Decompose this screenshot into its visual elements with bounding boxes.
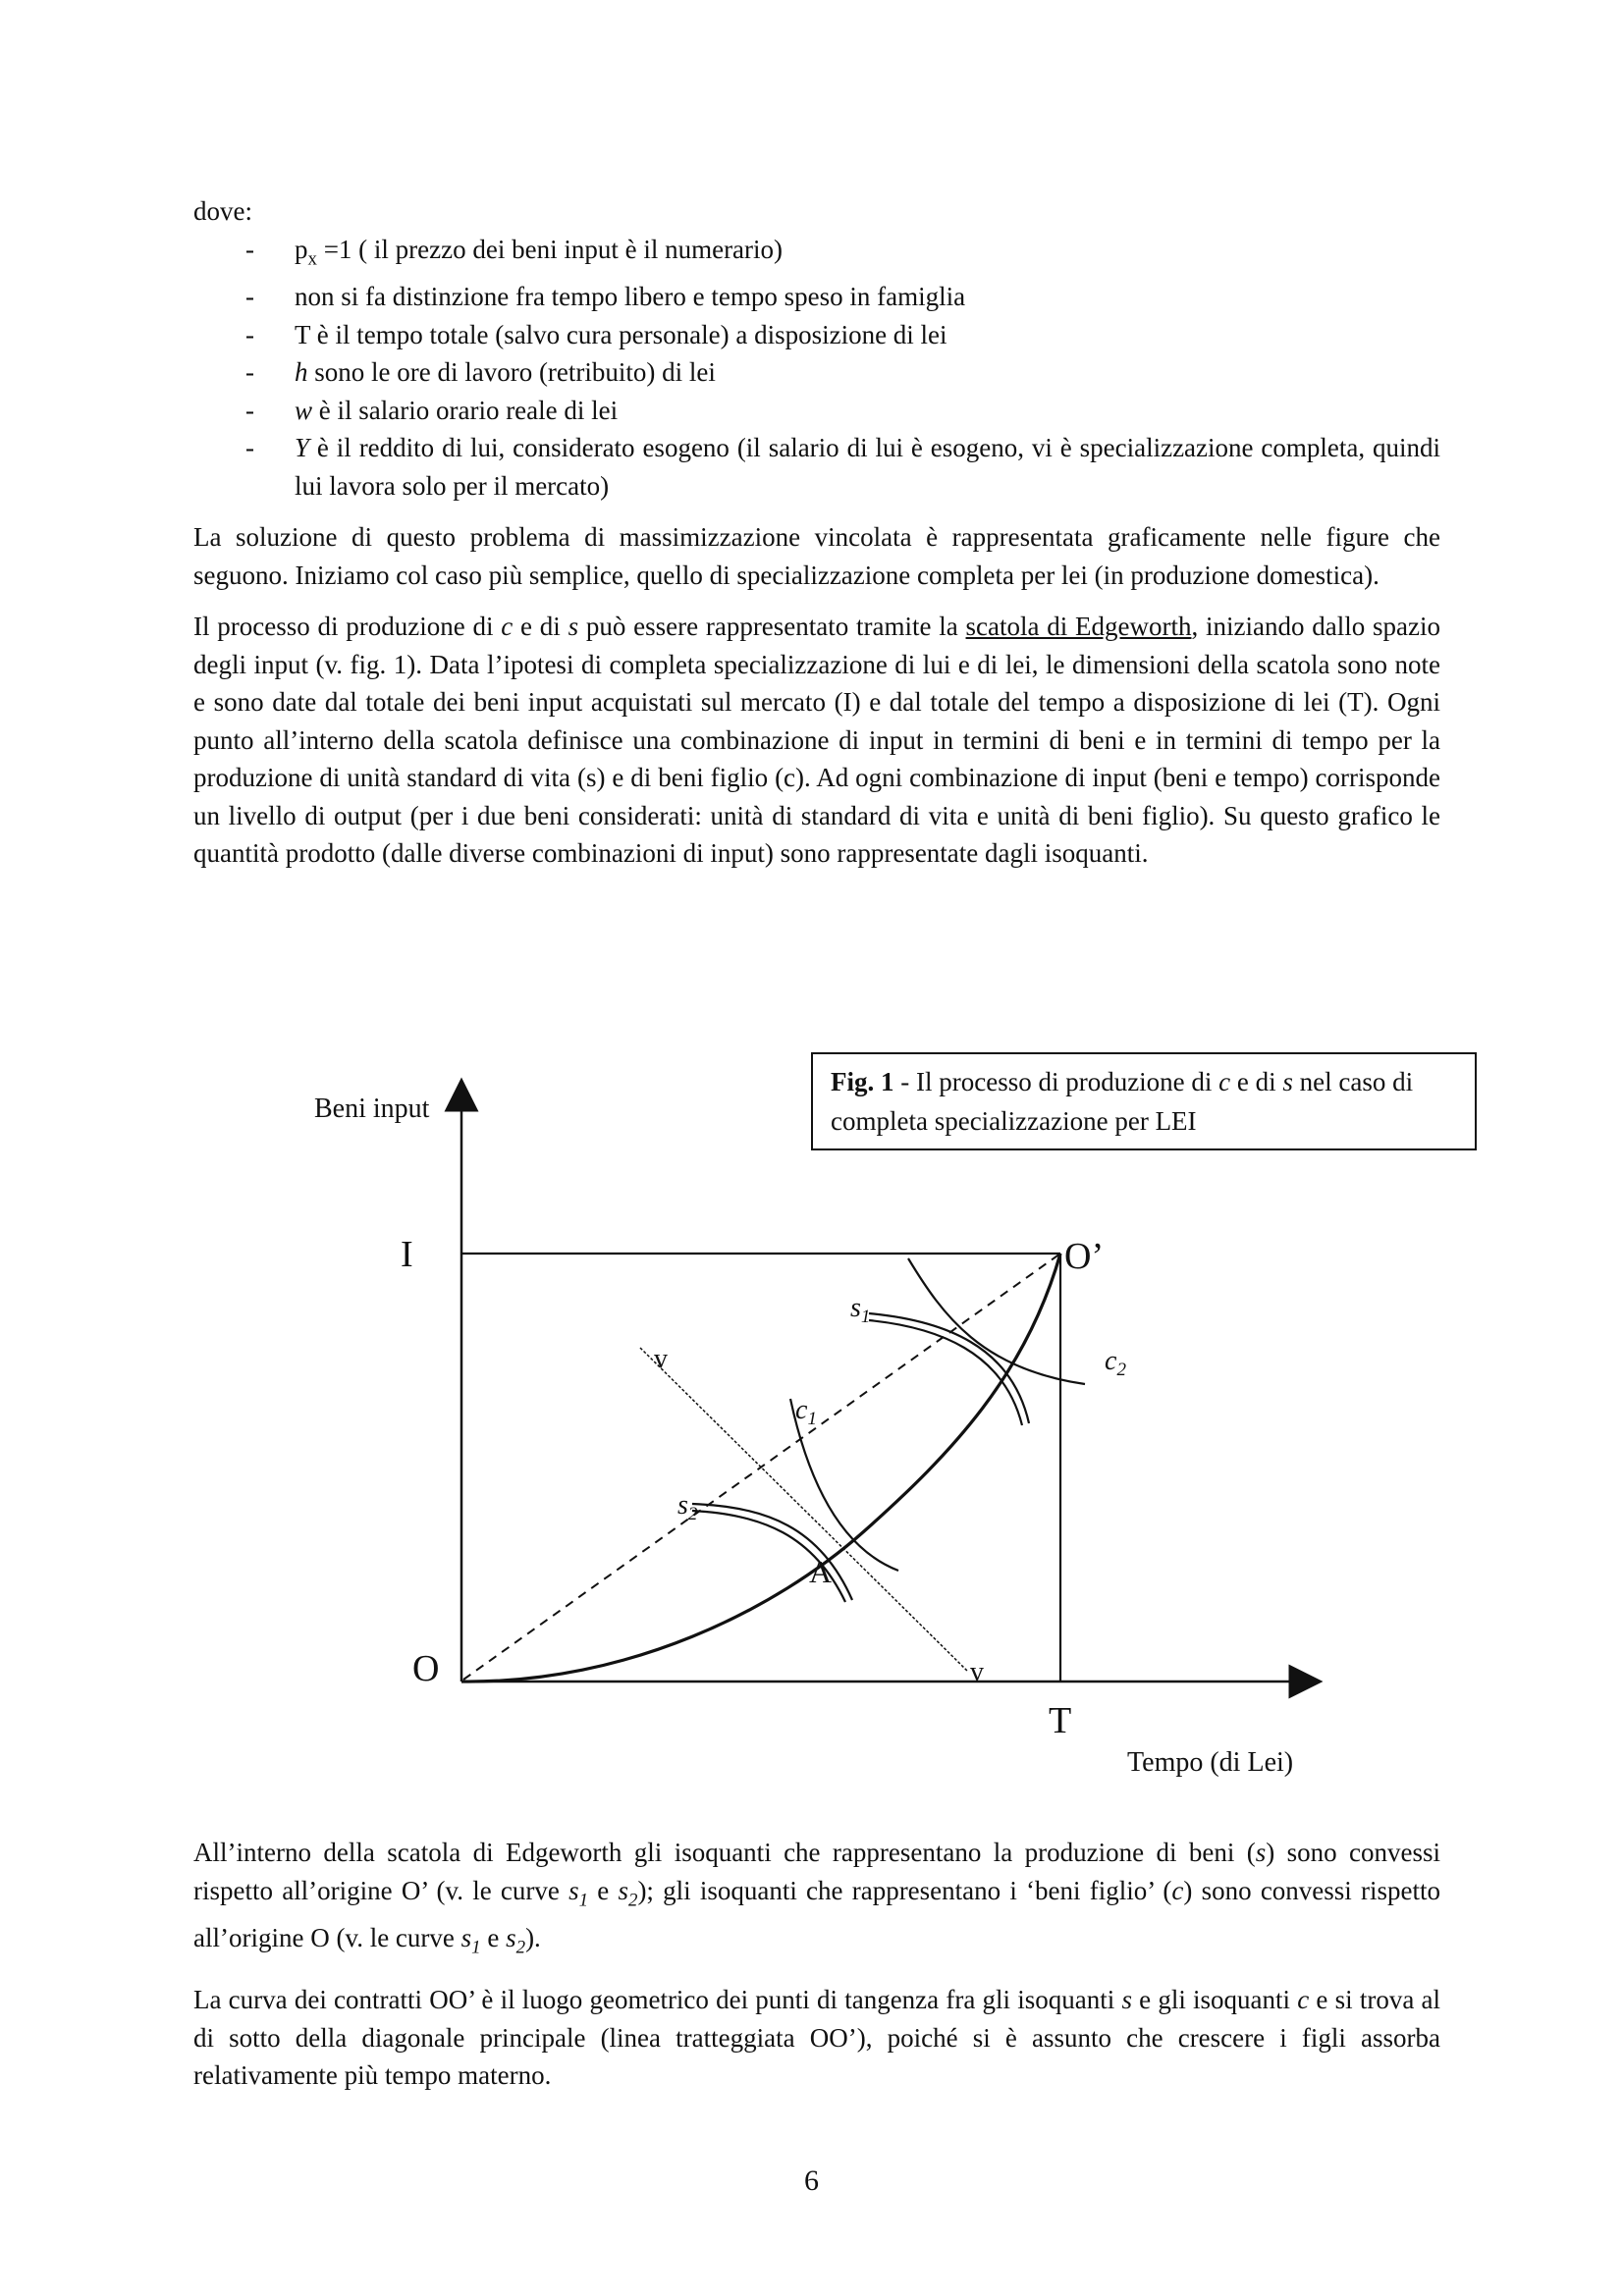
text-run: e di — [513, 612, 568, 642]
text-run: s — [460, 1923, 472, 1953]
text-run: 1 — [471, 1937, 481, 1958]
list-dash: - — [245, 234, 254, 264]
text-run: - Il processo di produzione di — [893, 1067, 1219, 1096]
text-run: s — [1121, 1985, 1132, 2015]
text-run: T è il tempo totale (salvo cura personale) a disposizione di lei — [295, 319, 947, 349]
text-run: Y — [295, 433, 310, 463]
text-run: e di — [1230, 1067, 1283, 1096]
list-dash: - — [245, 282, 254, 312]
text-run: 2 — [627, 1889, 638, 1910]
text-run: 2 — [515, 1937, 526, 1958]
text-run: e — [480, 1923, 507, 1953]
text-run: 1 — [578, 1889, 589, 1910]
text-run: scatola di Edgeworth — [965, 612, 1192, 642]
list-dash: - — [245, 433, 254, 463]
isoquant-c2 — [908, 1258, 1085, 1384]
label-s1: $s_1$ — [850, 1293, 871, 1327]
intro-lead: dove: — [193, 196, 252, 226]
text-run: e si trova al di sotto della diagonale principale (linea tratteggiata OO’), poiché si è assunto che crescere i figli assorba relativamente più tempo materno. — [193, 1985, 1440, 2091]
text-run: Il processo di produzione di — [193, 612, 502, 642]
label-O-prime: O’ — [1064, 1236, 1105, 1277]
x-axis-label: Tempo (di Lei) — [1127, 1747, 1294, 1778]
text-run: c — [1218, 1067, 1231, 1096]
label-v-bottom: v — [970, 1657, 984, 1687]
text-run: , iniziando dallo spazio degli input (v. fig. 1). Data l’ipotesi di completa specializzazione di lui e di lei, le dimensioni della scatola sono note e sono date dal totale dei beni input acquistati sul mercato (I) e dal totale del tempo a disposizione di lei (T). Ogni punto all’interno della scatola definisce una combinazione di input in termini di beni e in termini di tempo per la produzione di unità standard di vita (s) e di beni figlio (c). Ad ogni combinazione di input (beni e tempo) corrisponde un livello di output (per i due beni considerati: unità di standard di vita e unità di beni figlio). Su questo grafico le quantità prodotto (dalle diverse combinazioni di input) sono rappresentate dagli isoquanti. — [193, 612, 1440, 869]
label-T: T — [1049, 1700, 1072, 1741]
list-dash: - — [245, 357, 254, 388]
label-c1: $c_1$ — [795, 1395, 817, 1429]
y-axis-label: Beni input — [314, 1094, 430, 1124]
text-run: s — [506, 1923, 516, 1953]
text-run: nel caso di completa specializzazione per LEI — [831, 1067, 1414, 1136]
text-run: ); gli isoquanti che rappresentano i ‘beni figlio’ ( — [637, 1875, 1172, 1905]
text-run: p — [295, 234, 308, 264]
text-run: s — [568, 1875, 579, 1905]
text-run: s — [568, 612, 579, 642]
text-run: ) sono convessi rispetto all’origine O’ (v. le curve — [193, 1838, 1440, 1905]
text-run: ). — [525, 1923, 541, 1953]
text-run: w — [295, 395, 313, 425]
figure-caption-label: Fig. 1 — [831, 1067, 894, 1096]
label-O: O — [412, 1648, 440, 1689]
label-c2: $c_2$ — [1105, 1346, 1126, 1380]
text-run: è il salario orario reale di lei — [312, 395, 619, 425]
paragraph — [193, 1834, 1440, 1967]
text-run: e gli isoquanti — [1131, 1985, 1298, 2015]
text-run: c — [1297, 1985, 1310, 2015]
text-run: s — [1282, 1067, 1293, 1096]
text-run: h — [295, 357, 308, 388]
text-run: sono le ore di lavoro (retribuito) di lei — [307, 357, 716, 388]
text-run: può essere rappresentato tramite la — [578, 612, 966, 642]
text-run: c — [1171, 1875, 1184, 1905]
list-dash: - — [245, 319, 254, 349]
text-run: All’interno della scatola di Edgeworth gli isoquanti che rappresentano la produzione di beni ( — [193, 1838, 1256, 1867]
page-number: 6 — [804, 2164, 819, 2197]
text-run: s — [1255, 1838, 1267, 1867]
text-run: La soluzione di questo problema di massimizzazione vincolata è rappresentata graficamente nelle figure che seguono. Iniziamo col caso più semplice, quello di specializzazione completa per lei (in produzione domestica). — [193, 522, 1440, 590]
diagonal-dashed-line — [463, 1254, 1060, 1680]
text-run: La curva dei contratti OO’ è il luogo geometrico dei punti di tangenza fra gli isoquanti — [193, 1985, 1122, 2015]
list-dash: - — [245, 395, 254, 425]
label-s2: $s_2$ — [677, 1490, 698, 1524]
text-run: non si fa distinzione fra tempo libero e tempo speso in famiglia — [295, 282, 966, 312]
text-run: s — [618, 1875, 628, 1905]
label-v-top: v — [654, 1344, 668, 1374]
text-run: c — [501, 612, 514, 642]
text-run: e — [588, 1875, 619, 1905]
isoquant-s1-outer — [869, 1313, 1029, 1423]
after-figure-paragraphs — [193, 1834, 1440, 2109]
text-run: x — [307, 247, 317, 269]
label-A: A — [809, 1554, 833, 1589]
text-run: è il reddito di lui, considerato esogeno (il salario di lui è esogeno, vi è specializzazione completa, quindi lui lavora solo per il mercato) — [295, 433, 1440, 501]
label-I: I — [401, 1234, 413, 1275]
text-run: ) sono convessi rispetto all’origine O (v. le curve — [193, 1875, 1440, 1953]
paragraph — [193, 1981, 1440, 2095]
text-run: =1 ( il prezzo dei beni input è il numerario) — [316, 234, 784, 264]
